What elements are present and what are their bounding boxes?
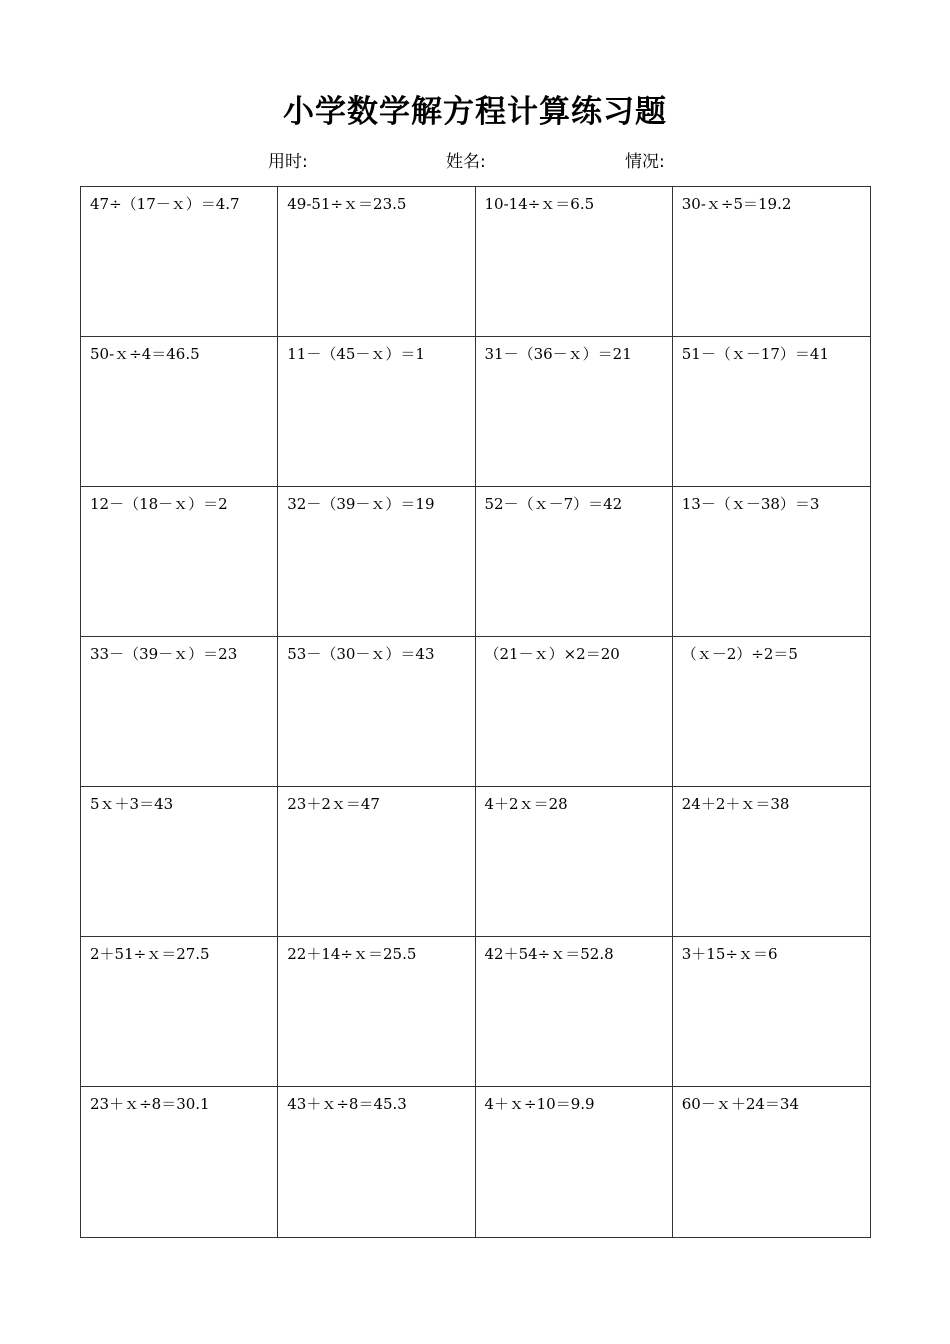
problem-cell: 47÷（17－ｘ）＝4.7 [81,187,278,337]
problem-cell: 12－（18－ｘ）＝2 [81,487,278,637]
problem-cell: 30-ｘ÷5＝19.2 [673,187,870,337]
problem-cell: 49-51÷ｘ＝23.5 [278,187,475,337]
problem-cell: 53－（30－ｘ）＝43 [278,637,475,787]
name-label: 姓名: [446,152,486,172]
problem-cell: 3＋15÷ｘ＝6 [673,937,870,1087]
problem-cell: （ｘ－2）÷2＝5 [673,637,870,787]
problem-cell: 24＋2＋ｘ＝38 [673,787,870,937]
problem-cell: 32－（39－ｘ）＝19 [278,487,475,637]
problem-cell: 2＋51÷ｘ＝27.5 [81,937,278,1087]
problem-grid [80,186,871,1238]
problem-cell: 42＋54÷ｘ＝52.8 [476,937,673,1087]
problem-cell: 23＋ｘ÷8＝30.1 [81,1087,278,1237]
problem-cell: 11－（45－ｘ）＝1 [278,337,475,487]
problem-cell: 50-ｘ÷4＝46.5 [81,337,278,487]
problem-cell: 4＋ｘ÷10＝9.9 [476,1087,673,1237]
problem-cell: 43＋ｘ÷8＝45.3 [278,1087,475,1237]
status-label: 情况: [625,152,665,172]
problem-cell: 33－（39－ｘ）＝23 [81,637,278,787]
page-title: 小学数学解方程计算练习题 [283,94,667,130]
problem-cell: 52－（ｘ－7）＝42 [476,487,673,637]
problem-cell: （21－ｘ）×2＝20 [476,637,673,787]
problem-cell: 5ｘ＋3＝43 [81,787,278,937]
problem-cell: 13－（ｘ－38）＝3 [673,487,870,637]
problem-cell: 51－（ｘ－17）＝41 [673,337,870,487]
problem-cell: 60－ｘ＋24＝34 [681,1095,800,1113]
problem-cell: 10-14÷ｘ＝6.5 [476,187,673,337]
problem-cell: 4＋2ｘ＝28 [476,787,673,937]
problem-cell: 22＋14÷ｘ＝25.5 [278,937,475,1087]
problem-cell: 31－（36－ｘ）＝21 [476,337,673,487]
time-label: 用时: [268,152,308,172]
problem-cell: 23＋2ｘ＝47 [278,787,475,937]
